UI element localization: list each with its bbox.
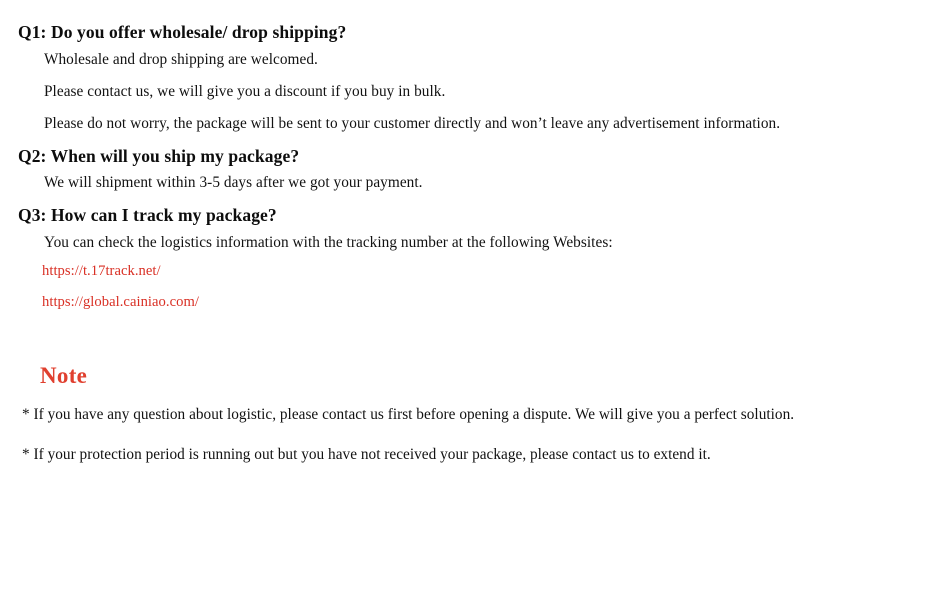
answer-1-line-3: Please do not worry, the package will be sent to your customer directly and won’t leave any advertisement information.	[44, 114, 781, 132]
faq-item-2	[18, 146, 917, 204]
question-1: Q1: Do you offer wholesale/ drop shipping?	[18, 22, 347, 42]
tracking-link-cainiao[interactable]: https://global.cainiao.com/	[42, 294, 199, 310]
faq-item-1	[18, 22, 917, 144]
question-3: Q3: How can I track my package?	[18, 205, 277, 226]
tracking-link-17track[interactable]: https://t.17track.net/	[42, 263, 161, 279]
note-line-1: * If you have any question about logistic, please contact us first before opening a dispute. We will give you a perfect solution.	[22, 406, 795, 423]
faq-item-3	[18, 205, 917, 311]
answer-3-line-1: You can check the logistics information with the tracking number at the following Websites:	[44, 234, 613, 252]
answer-1-line-1: Wholesale and drop shipping are welcomed.	[44, 50, 318, 68]
question-2: Q2: When will you ship my package?	[18, 145, 300, 166]
answer-1-line-2: Please contact us, we will give you a discount if you buy in bulk.	[44, 82, 446, 100]
answer-2-line-1: We will shipment within 3-5 days after we got your payment.	[44, 174, 423, 192]
note-line-2: * If your protection period is running out but you have not received your package, please contact us to extend it.	[22, 445, 711, 463]
note-heading: Note	[40, 363, 88, 388]
